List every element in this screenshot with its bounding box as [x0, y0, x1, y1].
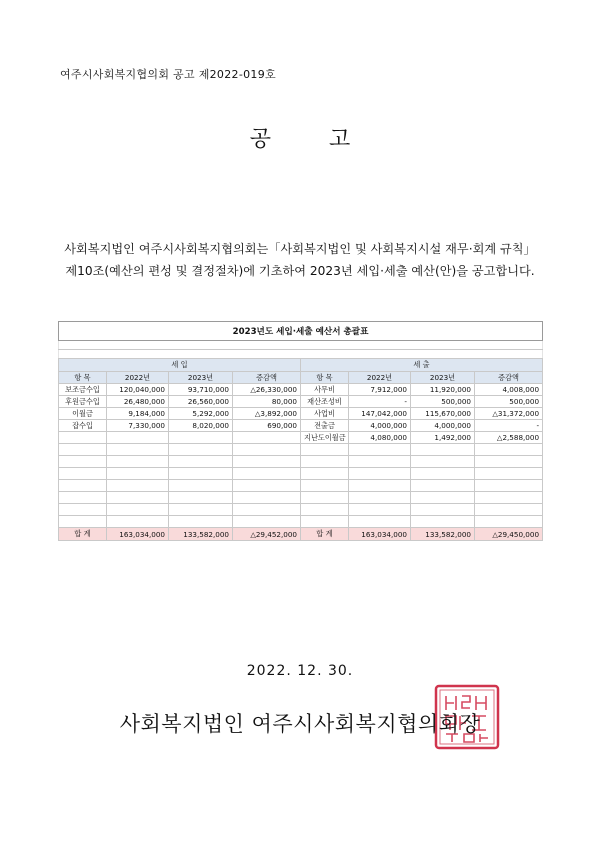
- income-cell-change: 690,000: [233, 420, 301, 432]
- expense-cell-item: [301, 504, 349, 516]
- income-cell-2022: [107, 444, 169, 456]
- expense-cell-2022: -: [349, 396, 411, 408]
- income-cell-change: △3,892,000: [233, 408, 301, 420]
- table-row: [59, 456, 543, 468]
- expense-cell-change: [475, 516, 543, 528]
- income-cell-2022: [107, 480, 169, 492]
- expense-cell-change: 500,000: [475, 396, 543, 408]
- table-row: [59, 468, 543, 480]
- income-total-label: 합 계: [59, 528, 107, 541]
- expense-cell-2022: 4,080,000: [349, 432, 411, 444]
- income-cell-change: [233, 456, 301, 468]
- expense-col-2022: 2022년: [349, 372, 411, 384]
- expense-col-item: 항 목: [301, 372, 349, 384]
- expense-cell-2023: [411, 444, 475, 456]
- expense-col-change: 증감액: [475, 372, 543, 384]
- spacer-row: [59, 341, 543, 350]
- expense-cell-item: 사무비: [301, 384, 349, 396]
- expense-cell-item: [301, 444, 349, 456]
- announcement-line-1: 사회복지법인 여주시사회복지협의회는「사회복지법인 및 사회복지시설 재무·회계 규칙」: [64, 242, 536, 256]
- expense-cell-change: △2,588,000: [475, 432, 543, 444]
- income-cell-item: [59, 432, 107, 444]
- expense-cell-2022: 4,000,000: [349, 420, 411, 432]
- income-cell-item: [59, 444, 107, 456]
- announcement-body: [40, 238, 560, 282]
- income-cell-change: [233, 444, 301, 456]
- income-cell-change: 80,000: [233, 396, 301, 408]
- table-row: [59, 492, 543, 504]
- expense-cell-2022: [349, 492, 411, 504]
- expense-cell-2023: 4,000,000: [411, 420, 475, 432]
- expense-cell-change: [475, 444, 543, 456]
- expense-cell-item: 사업비: [301, 408, 349, 420]
- expense-cell-item: 전출금: [301, 420, 349, 432]
- income-cell-item: [59, 504, 107, 516]
- income-total-change: △29,452,000: [233, 528, 301, 541]
- income-cell-2022: 120,040,000: [107, 384, 169, 396]
- expense-total-label: 합 계: [301, 528, 349, 541]
- expense-total-change: △29,450,000: [475, 528, 543, 541]
- expense-cell-item: 지난도이월금: [301, 432, 349, 444]
- expense-cell-change: 4,008,000: [475, 384, 543, 396]
- income-cell-2022: [107, 432, 169, 444]
- income-cell-2023: 93,710,000: [169, 384, 233, 396]
- table-row: [59, 384, 543, 396]
- income-total-2023: 133,582,000: [169, 528, 233, 541]
- income-cell-2022: 7,330,000: [107, 420, 169, 432]
- expense-cell-2023: [411, 468, 475, 480]
- income-col-2023: 2023년: [169, 372, 233, 384]
- income-cell-2023: [169, 516, 233, 528]
- signer-name: 사회복지법인 여주시사회복지협의회장: [119, 712, 481, 736]
- income-cell-change: [233, 432, 301, 444]
- spacer-row: [59, 350, 543, 359]
- expense-cell-2023: [411, 492, 475, 504]
- income-cell-change: [233, 468, 301, 480]
- table-row: [59, 444, 543, 456]
- budget-summary-table: [58, 321, 542, 569]
- income-cell-item: [59, 480, 107, 492]
- expense-cell-change: [475, 504, 543, 516]
- income-cell-2023: [169, 480, 233, 492]
- table-row: [59, 516, 543, 528]
- income-cell-2023: [169, 492, 233, 504]
- expense-total-2023: 133,582,000: [411, 528, 475, 541]
- expense-cell-2023: 11,920,000: [411, 384, 475, 396]
- income-cell-2023: 5,292,000: [169, 408, 233, 420]
- expense-cell-2022: [349, 516, 411, 528]
- column-header-row: [59, 372, 543, 384]
- expense-cell-2023: [411, 480, 475, 492]
- expense-cell-item: 재산조성비: [301, 396, 349, 408]
- expense-cell-item: [301, 480, 349, 492]
- page-title: 공고: [249, 127, 409, 152]
- expense-cell-2022: [349, 444, 411, 456]
- income-cell-2022: [107, 492, 169, 504]
- income-cell-item: [59, 516, 107, 528]
- income-col-item: 항 목: [59, 372, 107, 384]
- income-cell-2022: [107, 468, 169, 480]
- income-cell-change: [233, 504, 301, 516]
- income-cell-2023: [169, 468, 233, 480]
- section-header-row: [59, 359, 543, 372]
- table-row: [59, 432, 543, 444]
- income-cell-2022: [107, 504, 169, 516]
- expense-cell-2022: 147,042,000: [349, 408, 411, 420]
- expense-cell-2022: [349, 456, 411, 468]
- income-cell-2023: [169, 432, 233, 444]
- expense-cell-change: [475, 480, 543, 492]
- table-title: 2023년도 세입·세출 예산서 총괄표: [59, 322, 543, 341]
- income-cell-item: [59, 468, 107, 480]
- income-cell-2022: 26,480,000: [107, 396, 169, 408]
- income-col-change: 증감액: [233, 372, 301, 384]
- expense-cell-change: [475, 492, 543, 504]
- expense-cell-2022: [349, 480, 411, 492]
- expense-cell-change: [475, 468, 543, 480]
- document-number: 여주시사회복지협의회 공고 제2022-019호: [60, 68, 276, 81]
- income-cell-2023: [169, 504, 233, 516]
- income-cell-2023: [169, 444, 233, 456]
- table-row: [59, 408, 543, 420]
- table-caption-row: [59, 322, 543, 341]
- income-total-2022: 163,034,000: [107, 528, 169, 541]
- income-cell-change: [233, 480, 301, 492]
- expense-cell-change: -: [475, 420, 543, 432]
- income-cell-item: [59, 492, 107, 504]
- table-row: [59, 420, 543, 432]
- income-cell-2023: [169, 456, 233, 468]
- expense-cell-change: △31,372,000: [475, 408, 543, 420]
- expense-cell-item: [301, 516, 349, 528]
- table-row: [59, 480, 543, 492]
- expense-cell-2023: 115,670,000: [411, 408, 475, 420]
- table-row: [59, 396, 543, 408]
- expense-cell-item: [301, 468, 349, 480]
- expense-cell-2022: [349, 468, 411, 480]
- expense-cell-2022: 7,912,000: [349, 384, 411, 396]
- income-cell-2022: 9,184,000: [107, 408, 169, 420]
- income-cell-change: [233, 492, 301, 504]
- expense-col-2023: 2023년: [411, 372, 475, 384]
- expense-cell-2023: [411, 516, 475, 528]
- income-cell-item: 이월금: [59, 408, 107, 420]
- income-cell-2023: 26,560,000: [169, 396, 233, 408]
- income-section-label: 세 입: [59, 359, 301, 372]
- income-cell-2023: 8,020,000: [169, 420, 233, 432]
- expense-cell-2022: [349, 504, 411, 516]
- expense-cell-2023: 1,492,000: [411, 432, 475, 444]
- budget-table: [58, 321, 543, 541]
- income-cell-item: 잡수입: [59, 420, 107, 432]
- expense-total-2022: 163,034,000: [349, 528, 411, 541]
- income-cell-2022: [107, 456, 169, 468]
- income-cell-2022: [107, 516, 169, 528]
- expense-cell-2023: [411, 504, 475, 516]
- income-cell-item: [59, 456, 107, 468]
- expense-cell-2023: 500,000: [411, 396, 475, 408]
- expense-section-label: 세 출: [301, 359, 543, 372]
- expense-cell-item: [301, 492, 349, 504]
- income-cell-item: 후원금수입: [59, 396, 107, 408]
- income-cell-change: [233, 516, 301, 528]
- income-col-2022: 2022년: [107, 372, 169, 384]
- expense-cell-item: [301, 456, 349, 468]
- expense-cell-change: [475, 456, 543, 468]
- income-cell-change: △26,330,000: [233, 384, 301, 396]
- announcement-date: 2022. 12. 30.: [246, 663, 354, 679]
- table-row: [59, 504, 543, 516]
- income-cell-item: 보조금수입: [59, 384, 107, 396]
- total-row: [59, 528, 543, 541]
- expense-cell-2023: [411, 456, 475, 468]
- announcement-line-2: 제10조(예산의 편성 및 결정절차)에 기초하여 2023년 세입·세출 예산(안)을 공고합니다.: [65, 264, 535, 278]
